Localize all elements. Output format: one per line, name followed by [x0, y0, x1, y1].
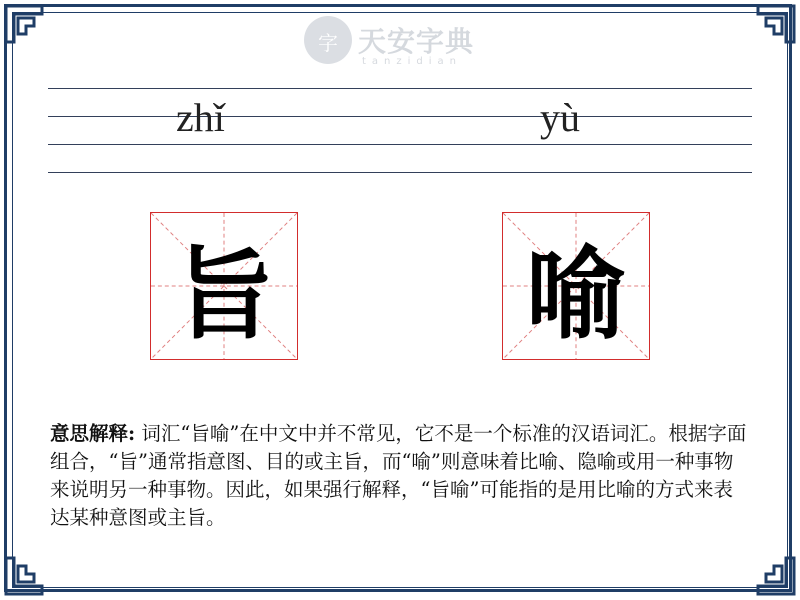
explanation-separator: : — [128, 422, 136, 445]
corner-ornament-icon — [4, 556, 44, 596]
character-box-zhi — [150, 212, 298, 360]
corner-ornament-icon — [756, 4, 796, 44]
character-box-yu — [502, 212, 650, 360]
pinyin-rule — [48, 116, 752, 117]
logo-emblem-icon: 字 — [304, 16, 352, 64]
pinyin-lines — [48, 88, 752, 172]
pinyin-rule — [48, 88, 752, 89]
explanation-text: 词汇“旨喻”在中文中并不常见，它不是一个标准的汉语词汇。根据字面组合，“旨”通常指意图、目的或主旨，而“喻”则意味着比喻、隐喻或用一种事物来说明另一种事物。因此，如果强行解释，“旨喻”可能指的是用比喻的方式来表达某种意图或主旨。 — [50, 422, 747, 529]
logo-subtitle: tanzidian — [362, 56, 463, 67]
site-logo — [300, 14, 500, 70]
pinyin-rule — [48, 144, 752, 145]
pinyin-yu: yù — [540, 95, 580, 140]
pinyin-rule — [48, 172, 752, 173]
corner-ornament-icon — [4, 4, 44, 44]
explanation-label: 意思解释 — [50, 422, 129, 445]
explanation-paragraph — [50, 420, 750, 532]
character-yu: 喻 — [526, 235, 626, 353]
character-zhi: 旨 — [174, 235, 274, 353]
corner-ornament-icon — [756, 556, 796, 596]
pinyin-zhi: zhǐ — [176, 95, 225, 140]
logo-name: 天安字典 — [358, 25, 475, 58]
